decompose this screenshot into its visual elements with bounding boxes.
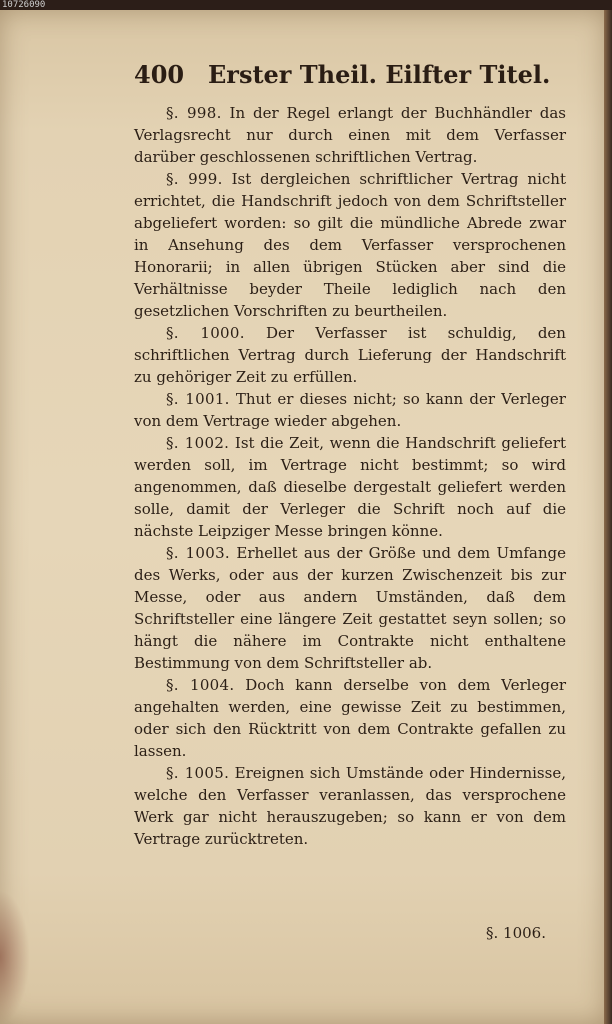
page-number: 400 xyxy=(134,60,185,89)
section-number: §. 1001. xyxy=(166,390,230,408)
paragraph xyxy=(134,168,566,322)
section-number: §. 1002. xyxy=(166,434,230,452)
paragraph-text: Der Verfasser ist schuldig, den schriftlichen Vertrag durch Lieferung der Handschrift zu gehöriger Zeit zu erfüllen. xyxy=(134,324,566,386)
paragraph-text: Doch kann derselbe von dem Verleger angehalten werden, eine gewisse Zeit zu bestimmen, oder sich den Rücktritt von dem Contrakte gefallen zu lassen. xyxy=(134,676,566,760)
running-head xyxy=(134,60,574,89)
paragraph-text: Thut er dieses nicht; so kann der Verleger von dem Vertrage wieder abgehen. xyxy=(134,390,566,430)
catchword: §. 1006. xyxy=(486,924,546,942)
section-number: §. 1000. xyxy=(166,324,245,342)
paragraph-text: Erhellet aus der Größe und dem Umfange des Werks, oder aus der kurzen Zwischenzeit bis zur Messe, oder aus andern Umständen, daß dem Schriftsteller eine längere Zeit gestattet seyn sollen; so hängt die nähere im Contrakte nicht enthaltene Bestimmung von dem Schriftsteller ab. xyxy=(134,544,566,672)
book-page xyxy=(0,10,606,1024)
paragraph xyxy=(134,542,566,674)
paragraph xyxy=(134,674,566,762)
section-number: §. 1005. xyxy=(166,764,230,782)
paragraph xyxy=(134,388,566,432)
section-number: §. 1004. xyxy=(166,676,235,694)
scan-top-strip xyxy=(0,0,612,10)
paragraph-text: Ist die Zeit, wenn die Handschrift geliefert werden soll, im Vertrage nicht bestimmt; so wird angenommen, daß dieselbe dergestalt geliefert werden solle, damit der Verleger die Schrift noch auf die nächste Leipziger Messe bringen könne. xyxy=(134,434,566,540)
section-number: §. 1003. xyxy=(166,544,230,562)
page-edge-shadow xyxy=(604,10,612,1024)
section-number: §. 999. xyxy=(166,170,223,188)
page-stain xyxy=(0,890,30,1024)
paragraph-text: Ereignen sich Umstände oder Hindernisse, welche den Verfasser veranlassen, das versprochene Werk gar nicht herauszugeben; so kann er von dem Vertrage zurücktreten. xyxy=(134,764,566,848)
paragraph-text: Ist dergleichen schriftlicher Vertrag nicht errichtet, die Handschrift jedoch von dem Schriftsteller abgeliefert worden: so gilt die mündliche Abrede zwar in Ansehung des dem Verfasser versprochenen Honorarii; in allen übrigen Stücken aber sind die Verhältnisse beyder Theile lediglich nach den gesetzlichen Vorschriften zu beurtheilen. xyxy=(134,170,566,320)
paragraph xyxy=(134,322,566,388)
paragraph xyxy=(134,102,566,168)
running-title: Erster Theil. Eilfter Titel. xyxy=(208,60,551,89)
paragraph-text: In der Regel erlangt der Buchhändler das Verlagsrecht nur durch einen mit dem Verfasser darüber geschlossenen schriftlichen Vertrag. xyxy=(134,104,566,166)
paragraph xyxy=(134,762,566,850)
body-text xyxy=(134,102,566,850)
section-number: §. 998. xyxy=(166,104,222,122)
paragraph xyxy=(134,432,566,542)
scan-id: 10726090 xyxy=(2,0,46,10)
